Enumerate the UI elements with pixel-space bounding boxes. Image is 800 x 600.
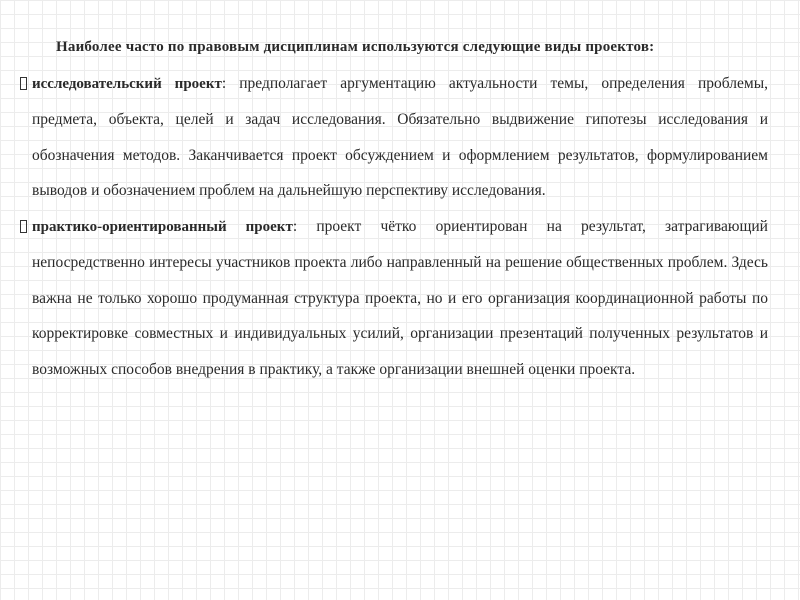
list-item-practice-oriented-project — [20, 209, 768, 388]
description-practice-oriented-project: проект чётко ориентирован на результат, затрагивающий непосредственно интересы участников проекта либо направленный на решение общественных проблем. Здесь важна не только хорошо продуманная структура проекта, но и его организация координационной работы по корректировке совместных и индивидуальных усилий, организации презентаций полученных результатов и возможных способов внедрения в практику, а также организации внешней оценки проекта. — [32, 217, 768, 378]
empty-square-bullet-icon — [20, 77, 27, 90]
intro-paragraph: Наиболее часто по правовым дисциплинам используются следующие виды проектов: — [56, 39, 655, 55]
term-separator: : — [292, 217, 298, 235]
empty-square-bullet-icon — [20, 220, 27, 233]
term-separator: : — [221, 74, 227, 92]
term-practice-oriented-project: практико-ориентированный проект — [32, 218, 293, 235]
list-item-research-project — [20, 66, 768, 209]
slide-content — [20, 30, 768, 387]
description-research-project: предполагает аргументацию актуальности темы, определения проблемы, предмета, объекта, целей и задач исследования. Обязательно выдвижение гипотезы исследования и обозначения методов. Заканчивается проект обсуждением и оформлением результатов, формулированием выводов и обозначением проблем на дальнейшую перспективу исследования. — [32, 74, 769, 199]
term-research-project: исследовательский проект — [32, 75, 222, 92]
